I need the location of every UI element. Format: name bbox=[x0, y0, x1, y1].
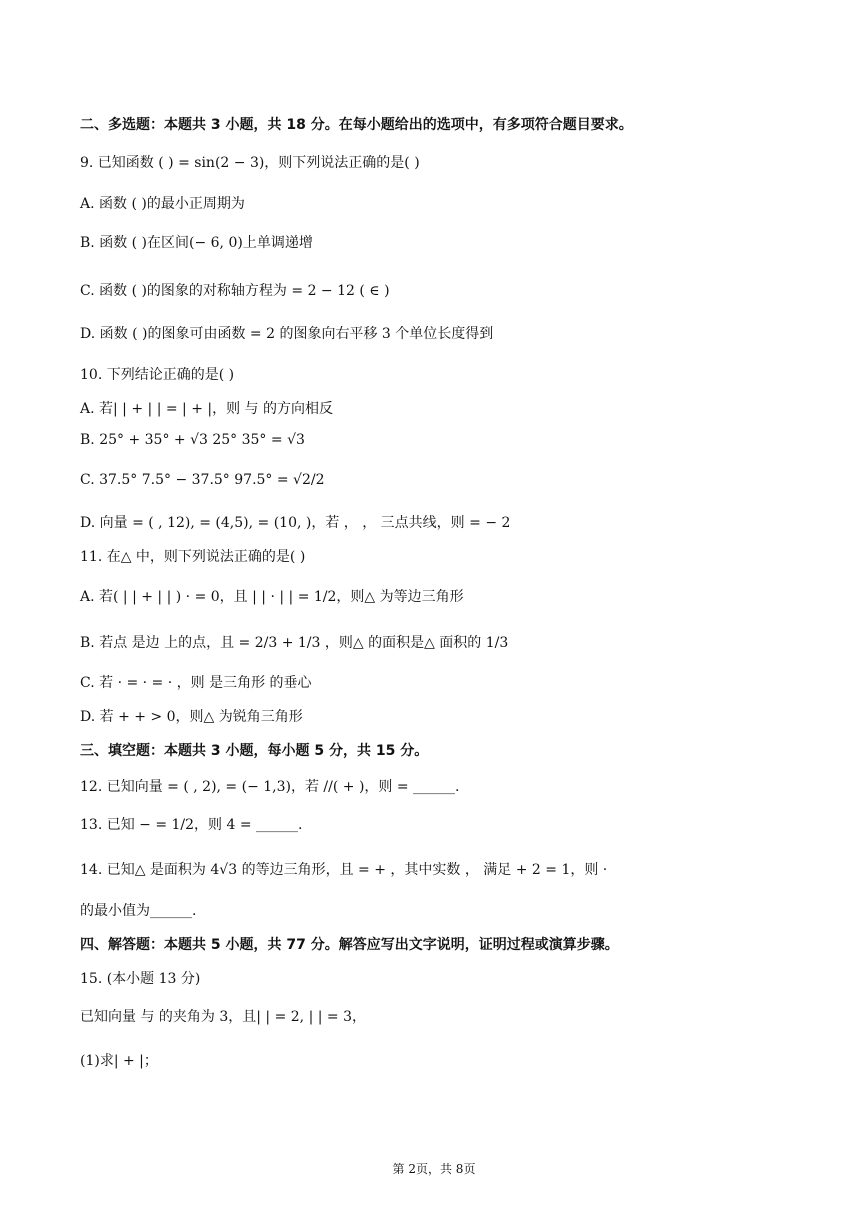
q9-stem: 9. 已知函数 ( ) = sin(2 − 3)，则下列说法正确的是( ) bbox=[80, 155, 420, 171]
section3-header: 三、填空题：本题共 3 小题，每小题 5 分，共 15 分。 bbox=[80, 743, 429, 759]
q10-option-c: C. 37.5° 7.5° − 37.5° 97.5° = √2/2 bbox=[80, 472, 325, 488]
q14-line2: 的最小值为______. bbox=[80, 903, 197, 919]
q13: 13. 已知 − = 1/2，则 4 = ______. bbox=[80, 817, 303, 833]
q12: 12. 已知向量 = ( , 2), = (− 1,3)，若 //( + )，则 = ______. bbox=[80, 779, 460, 795]
q11-stem: 11. 在△ 中，则下列说法正确的是( ) bbox=[80, 549, 306, 565]
q10-stem: 10. 下列结论正确的是( ) bbox=[80, 367, 235, 383]
q14-line1: 14. 已知△ 是面积为 4√3 的等边三角形，且 = + ，其中实数 ， 满足 + 2 = 1，则 · bbox=[80, 862, 608, 878]
q11-option-b: B. 若点 是边 上的点，且 = 2/3 + 1/3 ，则△ 的面积是△ 面积的 1/3 bbox=[80, 635, 509, 651]
section4-header: 四、解答题：本题共 5 小题，共 77 分。解答应写出文字说明，证明过程或演算步骤。 bbox=[80, 937, 619, 953]
q15-stem: 已知向量 与 的夹角为 3，且| | = 2, | | = 3， bbox=[80, 1009, 367, 1025]
q10-option-d: D. 向量 = ( , 12), = (4,5), = (10, )，若 ， ， 三点共线，则 = − 2 bbox=[80, 515, 511, 531]
q11-option-d: D. 若 + + > 0，则△ 为锐角三角形 bbox=[80, 709, 303, 725]
q9-option-a: A. 函数 ( )的最小正周期为 bbox=[80, 196, 245, 212]
q9-option-b: B. 函数 ( )在区间(− 6, 0)上单调递增 bbox=[80, 235, 313, 251]
q9-option-d: D. 函数 ( )的图象可由函数 = 2 的图象向右平移 3 个单位长度得到 bbox=[80, 326, 494, 342]
q15-part1: (1)求| + |； bbox=[80, 1053, 158, 1069]
section2-header: 二、多选题：本题共 3 小题，共 18 分。在每小题给出的选项中，有多项符合题目要求。 bbox=[80, 117, 633, 133]
q15-title: 15. (本小题 13 分) bbox=[80, 971, 201, 987]
q9-option-c: C. 函数 ( )的图象的对称轴方程为 = 2 − 12 ( ∈ ) bbox=[80, 283, 390, 299]
q11-option-a: A. 若( | | + | | ) · = 0，且 | | · | | = 1/2，则△ 为等边三角形 bbox=[80, 589, 464, 605]
q10-option-b: B. 25° + 35° + √3 25° 35° = √3 bbox=[80, 432, 305, 448]
q10-option-a: A. 若| | + | | = | + |，则 与 的方向相反 bbox=[80, 401, 334, 417]
page-footer: 第 2页，共 8页 bbox=[392, 1162, 476, 1176]
q11-option-c: C. 若 · = · = · ，则 是三角形 的垂心 bbox=[80, 675, 312, 691]
